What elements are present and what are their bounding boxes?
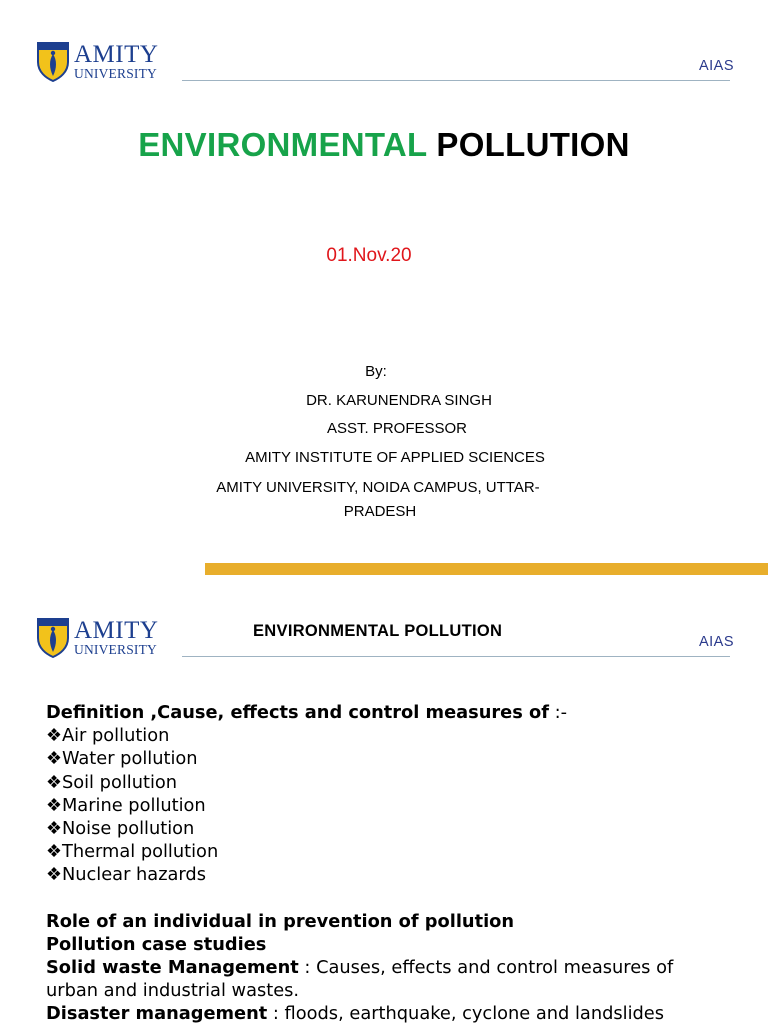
list-item-text: Thermal pollution	[61, 841, 219, 863]
bullet-diamond-icon: ❖	[46, 794, 62, 816]
list-item	[46, 771, 746, 794]
list-item-text: Water pollution	[61, 748, 198, 770]
list-item	[46, 863, 746, 886]
list-item	[46, 817, 746, 840]
logo-subtitle: UNIVERSITY	[74, 641, 157, 657]
bullet-diamond-icon: ❖	[46, 818, 62, 840]
disaster-line	[46, 1002, 746, 1025]
logo-subtitle: UNIVERSITY	[74, 65, 157, 81]
title-part-black: POLLUTION	[436, 126, 630, 163]
accent-bar	[205, 563, 768, 575]
content-slide	[0, 600, 768, 1024]
topics-heading-suffix: :-	[548, 702, 568, 723]
disaster-bold: Disaster management	[46, 1003, 268, 1025]
spacer	[46, 887, 746, 910]
bullet-diamond-icon: ❖	[46, 748, 62, 770]
institute-code: AIAS	[698, 58, 734, 74]
byline-position: ASST. PROFESSOR	[326, 420, 468, 437]
amity-shield-icon	[36, 616, 70, 658]
amity-logo	[36, 616, 158, 658]
byline-author: DR. KARUNENDRA SINGH	[306, 392, 492, 409]
bullet-diamond-icon: ❖	[46, 864, 62, 886]
bullet-diamond-icon: ❖	[46, 771, 62, 793]
logo-name: AMITY	[74, 616, 159, 644]
case-studies-line: Pollution case studies	[46, 933, 267, 955]
topics-heading	[46, 701, 746, 724]
list-item-text: Noise pollution	[61, 818, 195, 840]
logo-name: AMITY	[74, 40, 159, 68]
bullet-diamond-icon: ❖	[46, 725, 62, 747]
list-item	[46, 747, 746, 770]
slide-date: 01.Nov.20	[326, 245, 412, 266]
list-item-text: Marine pollution	[61, 794, 206, 816]
slide-title	[0, 126, 768, 164]
list-item	[46, 840, 746, 863]
title-part-green: ENVIRONMENTAL	[138, 126, 427, 163]
byline-state: PRADESH	[343, 503, 417, 520]
title-part2: POLLUTION	[404, 622, 503, 640]
list-item	[46, 794, 746, 817]
byline-institute: AMITY INSTITUTE OF APPLIED SCIENCES	[245, 449, 545, 466]
solid-waste-text: : Causes, effects and control measures of	[298, 957, 674, 979]
solid-waste-line	[46, 956, 746, 979]
solid-waste-continuation: urban and industrial wastes.	[46, 980, 300, 1002]
slide-title	[253, 622, 502, 641]
role-line: Role of an individual in prevention of pollution	[46, 910, 515, 932]
list-item-text: Soil pollution	[61, 771, 178, 793]
header-rule	[182, 656, 730, 657]
byline-by: By:	[365, 363, 387, 380]
list-item	[46, 724, 746, 747]
title-part1: ENVIRONMENTAL	[253, 622, 400, 640]
institute-code: AIAS	[698, 634, 734, 650]
header-rule	[182, 80, 730, 81]
disaster-text: : floods, earthquake, cyclone and landslides	[267, 1003, 665, 1025]
topics-heading-bold: Definition ,Cause, effects and control measures of	[46, 702, 549, 723]
list-item-text: Air pollution	[61, 725, 170, 747]
slide-body	[46, 701, 746, 1026]
amity-logo	[36, 40, 158, 82]
amity-shield-icon	[36, 40, 70, 82]
byline-university: AMITY UNIVERSITY, NOIDA CAMPUS, UTTAR-	[216, 479, 540, 496]
solid-waste-bold: Solid waste Management	[46, 957, 299, 979]
bullet-diamond-icon: ❖	[46, 841, 62, 863]
list-item-text: Nuclear hazards	[61, 864, 206, 886]
slide-divider	[0, 585, 768, 600]
